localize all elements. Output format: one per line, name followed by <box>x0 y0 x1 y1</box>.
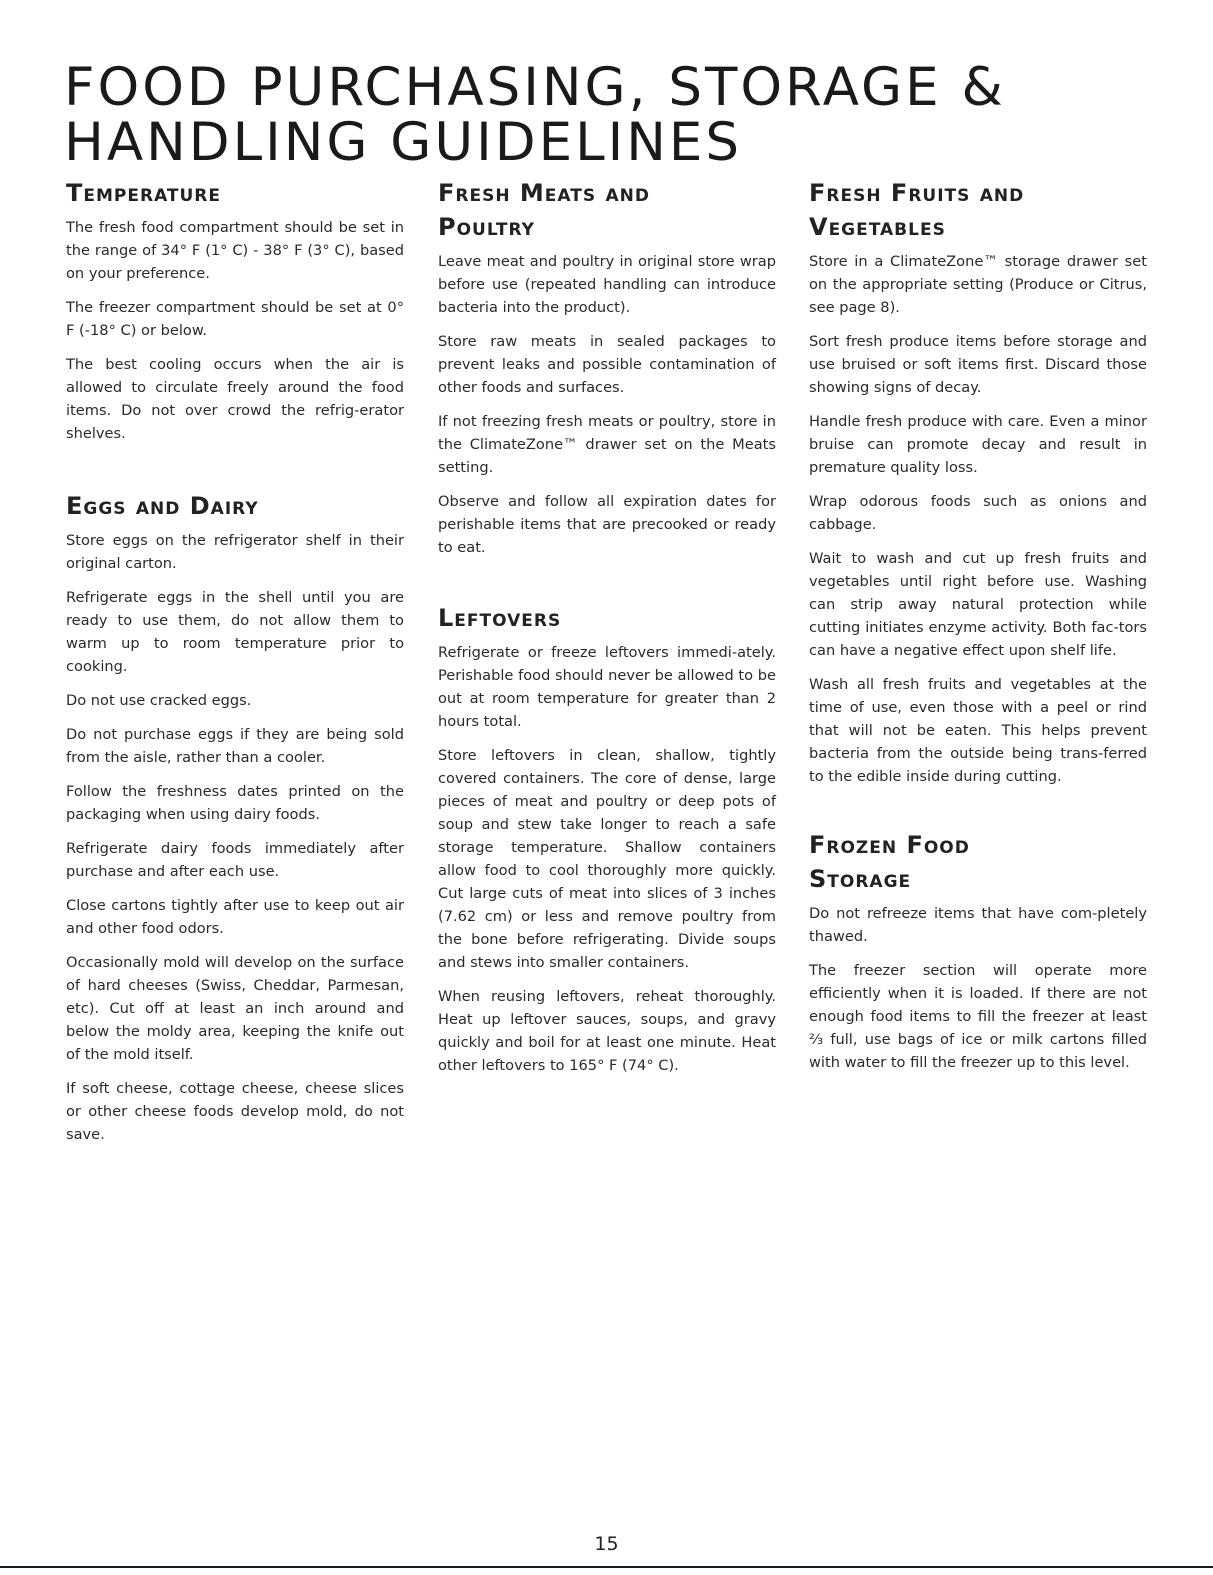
heading-eggs-dairy: Eggs and Dairy <box>66 492 259 520</box>
section-frozen-food <box>809 828 1147 1074</box>
heading-line: Fresh Fruits and <box>809 179 1025 207</box>
paragraph: Do not use cracked eggs. <box>66 692 252 709</box>
paragraph: Store leftovers in clean, shallow, tightly covered containers. The core of dense, large pieces of meat and poultry or deep pots of soup and stew take longer to reach a safe storage temperature. Shallow containers allow food to cool thoroughly more quickly. Cut large cuts of meat into slices of 3 inches (7.62 cm) or less and remove poultry from the bone before refrigerating. Divide soups and stews into smaller containers. <box>438 747 776 971</box>
paragraph: When reusing leftovers, reheat thoroughly. Heat up leftover sauces, soups, and gravy quickly and boil for at least one minute. Heat other leftovers to 165° F (74° C). <box>438 988 776 1074</box>
paragraph: Wait to wash and cut up fresh fruits and vegetables until right before use. Washing can strip away natural protection while cutting initiates enzyme activity. Both fac-tors can have a negative effect upon shelf life. <box>809 550 1147 659</box>
section-fruits-vegetables <box>809 176 1147 788</box>
column-right <box>809 176 1147 1085</box>
paragraph: Refrigerate or freeze leftovers immedi-ately. Perishable food should never be allowed to be out at room temperature for greater than 2 hours total. <box>438 644 776 730</box>
page-title <box>64 57 1164 173</box>
section-leftovers <box>438 601 776 1077</box>
section-eggs-dairy <box>66 489 404 1146</box>
paragraph: Do not refreeze items that have com-pletely thawed. <box>809 905 1147 945</box>
paragraph: The freezer compartment should be set at 0° F (-18° C) or below. <box>66 299 404 339</box>
paragraph: Sort fresh produce items before storage and use bruised or soft items first. Discard those showing signs of decay. <box>809 333 1147 396</box>
heading-fruits-vegetables <box>809 176 1147 244</box>
heading-line: Vegetables <box>809 213 946 241</box>
paragraph: Store eggs on the refrigerator shelf in their original carton. <box>66 532 404 572</box>
heading-line: Frozen Food <box>809 831 970 859</box>
paragraph: Close cartons tightly after use to keep out air and other food odors. <box>66 897 404 937</box>
paragraph: Refrigerate dairy foods immediately after purchase and after each use. <box>66 840 404 880</box>
paragraph: The best cooling occurs when the air is allowed to circulate freely around the food items. Do not over crowd the refrig-erator shelves. <box>66 356 404 442</box>
column-middle <box>438 176 776 1088</box>
heading-meats-poultry <box>438 176 776 244</box>
paragraph: If soft cheese, cottage cheese, cheese slices or other cheese foods develop mold, do not save. <box>66 1080 404 1143</box>
heading-line: Storage <box>809 865 912 893</box>
paragraph: Follow the freshness dates printed on the packaging when using dairy foods. <box>66 783 404 823</box>
page-number: 15 <box>594 1533 619 1555</box>
paragraph: Occasionally mold will develop on the surface of hard cheeses (Swiss, Cheddar, Parmesan, etc). Cut off at least an inch around and below the moldy area, keeping the knife out of the mold itself. <box>66 954 404 1063</box>
paragraph: Handle fresh produce with care. Even a minor bruise can promote decay and result in premature quality loss. <box>809 413 1147 476</box>
heading-temperature: Temperature <box>66 179 222 207</box>
paragraph: Observe and follow all expiration dates for perishable items that are precooked or ready to eat. <box>438 493 776 556</box>
paragraph: Wash all fresh fruits and vegetables at the time of use, even those with a peel or rind that will not be eaten. This helps prevent bacteria from the outside being trans-ferred to the edible inside during cutting. <box>809 676 1147 785</box>
paragraph: Leave meat and poultry in original store wrap before use (repeated handling can introduce bacteria into the product). <box>438 253 776 316</box>
paragraph: Do not purchase eggs if they are being sold from the aisle, rather than a cooler. <box>66 726 404 766</box>
paragraph: Refrigerate eggs in the shell until you are ready to use them, do not allow them to warm up to room temperature prior to cooking. <box>66 589 404 675</box>
heading-line: Poultry <box>438 213 535 241</box>
page-title-line-2: HANDLING GUIDELINES <box>64 112 743 173</box>
heading-frozen-food <box>809 828 1147 896</box>
column-left <box>66 176 404 1157</box>
paragraph: Store raw meats in sealed packages to prevent leaks and possible contamination of other foods and surfaces. <box>438 333 776 396</box>
section-meats-poultry <box>438 176 776 559</box>
paragraph: The freezer section will operate more efficiently when it is loaded. If there are not enough food items to fill the freezer at least ⅔ full, use bags of ice or milk cartons filled with water to fill the freezer up to this level. <box>809 962 1147 1071</box>
paragraph: The fresh food compartment should be set in the range of 34° F (1° C) - 38° F (3° C), based on your preference. <box>66 219 404 282</box>
paragraph: Store in a ClimateZone™ storage drawer set on the appropriate setting (Produce or Citrus, see page 8). <box>809 253 1147 316</box>
bottom-rule <box>0 1566 1213 1568</box>
paragraph: Wrap odorous foods such as onions and cabbage. <box>809 493 1147 533</box>
heading-line: Fresh Meats and <box>438 179 650 207</box>
section-temperature <box>66 176 404 445</box>
paragraph: If not freezing fresh meats or poultry, store in the ClimateZone™ drawer set on the Meats setting. <box>438 413 776 476</box>
page-title-line-1: FOOD PURCHASING, STORAGE & <box>64 57 1006 118</box>
heading-leftovers: Leftovers <box>438 604 562 632</box>
